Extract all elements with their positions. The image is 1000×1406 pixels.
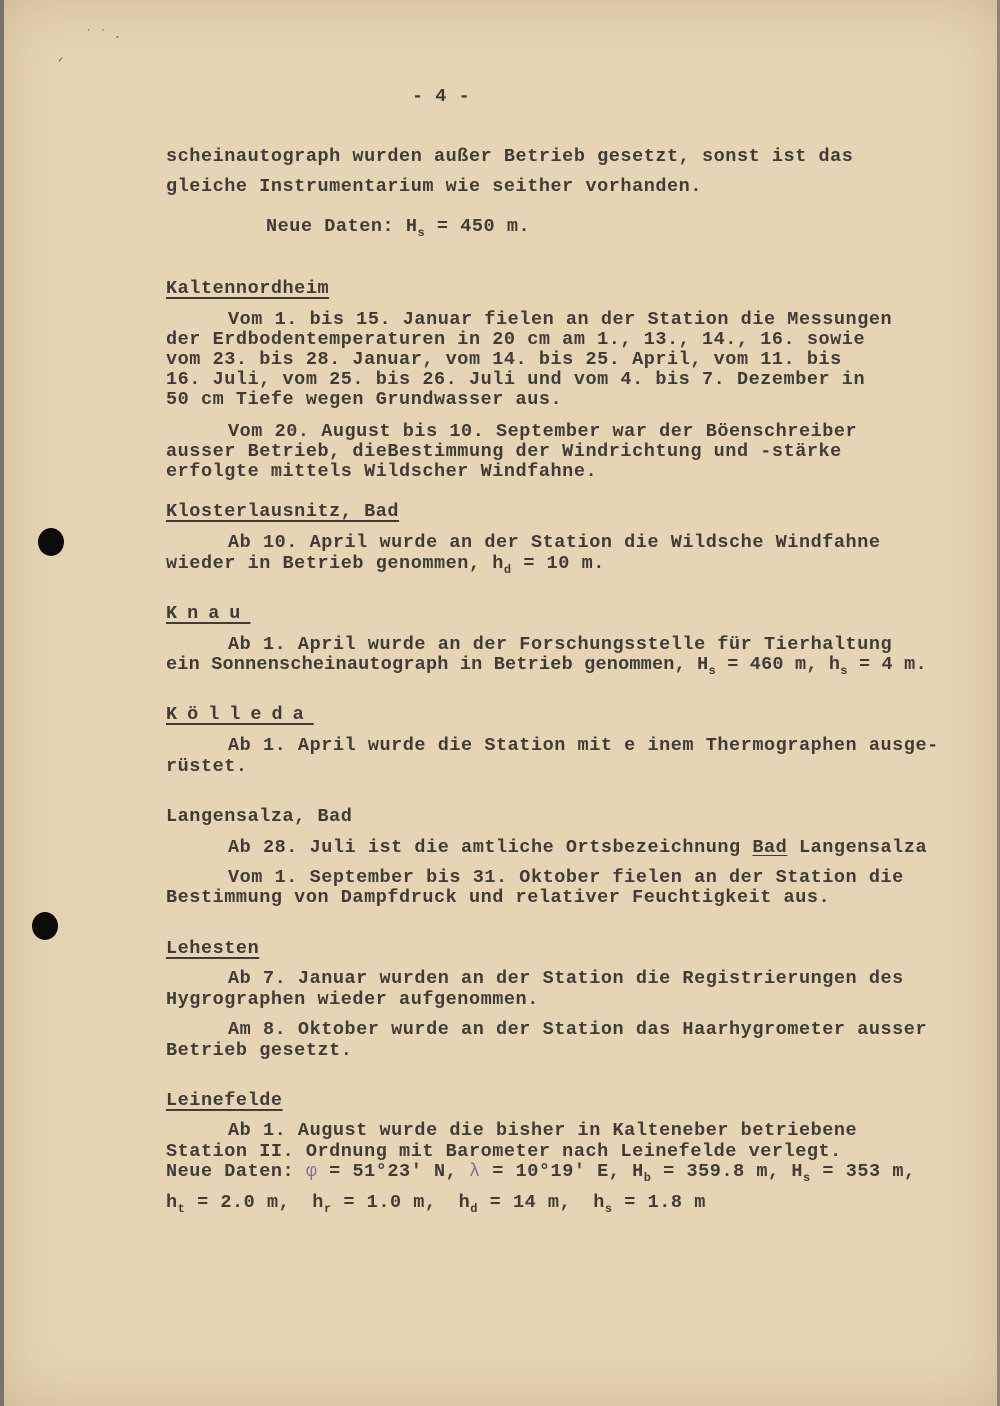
text-line: Betrieb gesetzt. bbox=[166, 1040, 353, 1061]
text-line: Am 8. Oktober wurde an der Station das Haarhygrometer ausser bbox=[228, 1019, 928, 1040]
section-heading-kaltennordheim: Kaltennordheim bbox=[166, 278, 330, 299]
text-line: Ab 7. Januar wurden an der Station die Registrierungen des bbox=[228, 968, 904, 989]
text-line: erfolgte mittels Wildscher Windfahne. bbox=[166, 461, 598, 482]
text-line: Vom 1. bis 15. Januar fielen an der Station die Messungen bbox=[228, 309, 893, 330]
data-line: Neue Daten: $H_s = 450$ m. bbox=[266, 216, 531, 240]
data-line: Neue Daten: φ = 51°23' N, λ = 10°19' E, $H_b = 359.8$ m, $H_s = 353$ m, bbox=[166, 1161, 916, 1185]
text-line: Ab 28. Juli ist die amtliche Ortsbezeichnung Bad Langensalza bbox=[228, 837, 928, 858]
text-line: 16. Juli, vom 25. bis 26. Juli und vom 4. bis 7. Dezember in bbox=[166, 369, 866, 390]
section-heading-langensalza: Langensalza, Bad bbox=[166, 806, 353, 827]
data-line: $h_t = 2.0$ m, $h_r = 1.0$ m, $h_d = 14$ m, $h_s = 1.8$ m bbox=[166, 1192, 706, 1216]
text-line: der Erdbodentemperaturen in 20 cm am 1., 13., 14., 16. sowie bbox=[166, 329, 866, 350]
phi-symbol: φ bbox=[305, 1161, 318, 1182]
text-line: vom 23. bis 28. Januar, vom 14. bis 25. April, vom 11. bis bbox=[166, 349, 842, 370]
text-line: 50 cm Tiefe wegen Grundwasser aus. bbox=[166, 389, 563, 410]
text-line: Ab 1. April wurde an der Forschungsstelle für Tierhaltung bbox=[228, 634, 893, 655]
lambda-symbol: λ bbox=[468, 1161, 481, 1182]
punch-hole-bottom bbox=[32, 912, 58, 940]
text-line: Station II. Ordnung mit Barometer nach Leinefelde verlegt. bbox=[166, 1141, 842, 1162]
section-heading-leinefelde: Leinefelde bbox=[166, 1090, 283, 1111]
text-line: wieder in Betrieb genommen, $h_d = 10$ m. bbox=[166, 553, 605, 577]
punch-hole-top bbox=[38, 528, 64, 556]
section-heading-lehesten: Lehesten bbox=[166, 938, 260, 959]
text-line: Vom 1. September bis 31. Oktober fielen an der Station die bbox=[228, 867, 904, 888]
ink-speck: ᐟ bbox=[58, 56, 64, 70]
page-number: - 4 - bbox=[412, 86, 471, 107]
text-line: Hygrographen wieder aufgenommen. bbox=[166, 989, 539, 1010]
text-line: scheinautograph wurden außer Betrieb gesetzt, sonst ist das bbox=[166, 146, 854, 167]
text-line: ein Sonnenscheinautograph in Betrieb genommen, $H_s = 460$ m, $h_s = 4$ m. bbox=[166, 654, 927, 678]
text-line: rüstet. bbox=[166, 756, 248, 777]
text-line: gleiche Instrumentarium wie seither vorhanden. bbox=[166, 176, 702, 197]
section-heading-koelleda: Kölleda bbox=[166, 704, 314, 725]
section-heading-klosterlausnitz: Klosterlausnitz, Bad bbox=[166, 501, 400, 522]
text-line: Ab 10. April wurde an der Station die Wildsche Windfahne bbox=[228, 532, 881, 553]
text-line: Bestimmung von Dampfdruck und relativer Feuchtigkeit aus. bbox=[166, 887, 831, 908]
text-line: Ab 1. August wurde die bisher in Kalteneber betriebene bbox=[228, 1120, 858, 1141]
ink-speck: ˙ ˙ . bbox=[85, 28, 122, 42]
text-line: Vom 20. August bis 10. September war der Böenschreiber bbox=[228, 421, 858, 442]
text-line: Ab 1. April wurde die Station mit e inem Thermographen ausge- bbox=[228, 735, 939, 756]
section-heading-knau: Knau bbox=[166, 603, 251, 624]
text-line: ausser Betrieb, dieBestimmung der Windrichtung und -stärke bbox=[166, 441, 842, 462]
page-left-edge bbox=[0, 0, 4, 1406]
